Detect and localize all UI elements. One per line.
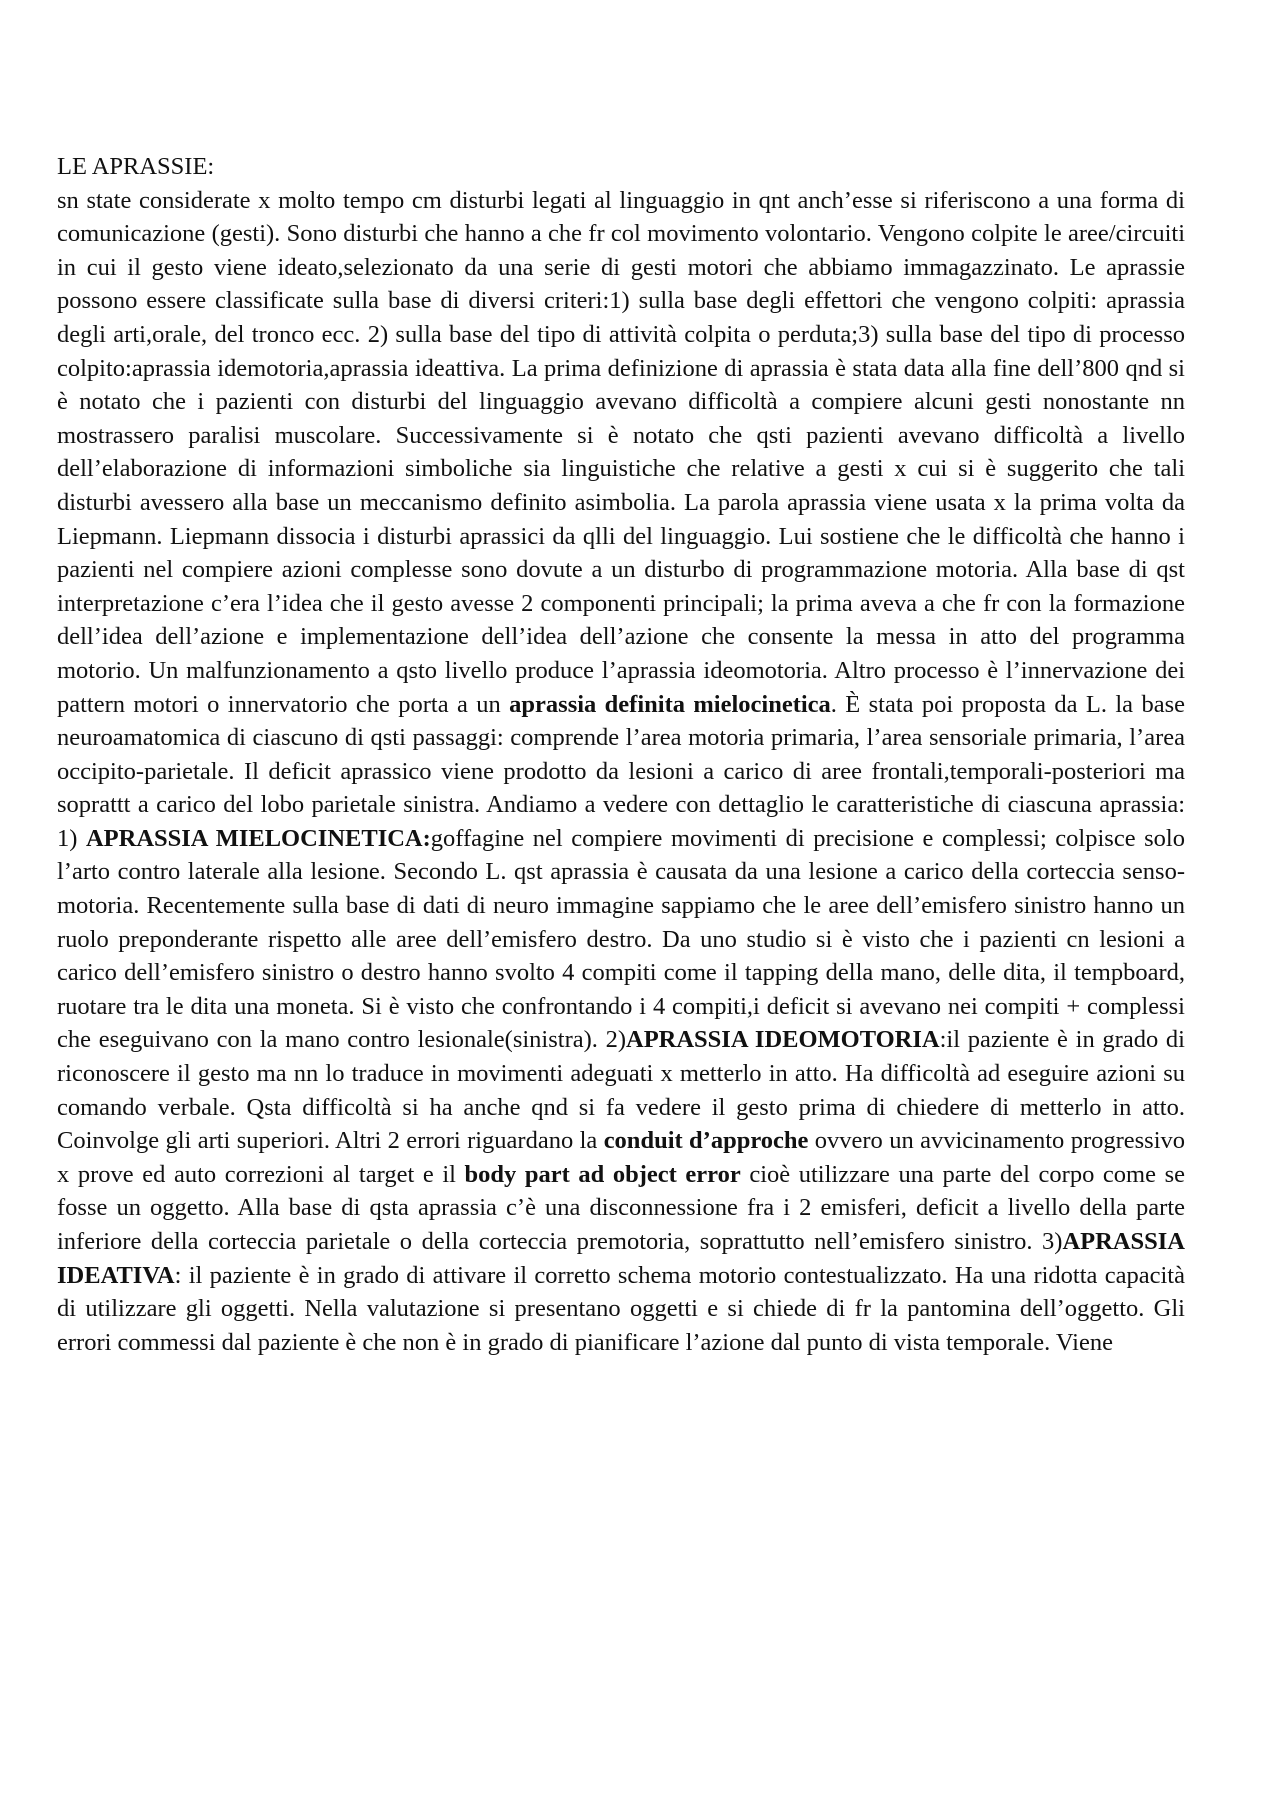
text-segment: ovvero un avvicinamento progressivo x prove ed auto correzioni al target e il [57, 1127, 1186, 1188]
document-page [57, 150, 1185, 1359]
bold-term-body-part-error: body part ad object error [464, 1160, 741, 1188]
text-segment: cioè utilizzare una parte del corpo come se fosse un oggetto. Alla base di qsta aprassia c’è una disconnessione fra i 2 emisferi, deficit a livello della parte inferiore della corteccia parietale o della corteccia premotoria, soprattutto nell’emisfero sinistro. 3) [57, 1160, 1185, 1255]
heading-aprassia-mielocinetica: APRASSIA MIELOCINETICA: [85, 824, 431, 852]
heading-aprassia-ideativa: APRASSIA IDEATIVA [57, 1228, 1185, 1289]
bold-term-conduit-dapproche: conduit d’approche [603, 1127, 809, 1155]
text-segment: goffagine nel compiere movimenti di precisione e complessi; colpisce solo l’arto contro laterale alla lesione. Secondo L. qst aprassia è causata da una lesione a carico della corteccia senso-motoria. Recentemente sulla base di dati di neuro immagine sappiamo che le aree dell’emisfero sinistro hanno un ruolo preponderante rispetto alle aree dell’emisfero destro. Da uno studio si è visto che i pazienti cn lesioni a carico dell’emisfero sinistro o destro hanno svolto 4 compiti come il tapping della mano, delle dita, il tempboard, ruotare tra le dita una moneta. Si è visto che confrontando i 4 compiti,i deficit si avevano nei compiti + complessi che eseguivano con la mano contro lesionale(sinistra). 2) [57, 824, 1185, 1054]
text-segment: . È stata poi proposta da L. la base neuroamatomica di ciascuno di qsti passaggi: comprende l’area motoria primaria, l’area sensoriale primaria, l’area occipito-parietale. Il deficit aprassico viene prodotto da lesioni a carico di aree frontali,temporali-posteriori ma soprattt a carico del lobo parietale sinistra. Andiamo a vedere con dettaglio le caratteristiche di ciascuna aprassia: 1) [57, 690, 1185, 852]
text-segment: sn state considerate x molto tempo cm disturbi legati al linguaggio in qnt anch’esse si riferiscono a una forma di comunicazione (gesti). Sono disturbi che hanno a che fr col movimento volontario. Vengono colpite le aree/circuiti in cui il gesto viene ideato,selezionato da una serie di gesti motori che abbiamo immagazzinato. Le aprassie possono essere classificate sulla base di diversi criteri:1) sulla base degli effettori che vengono colpiti: aprassia degli arti,orale, del tronco ecc. 2) sulla base del tipo di attività colpita o perduta;3) sulla base del tipo di processo colpito:aprassia idemotoria,aprassia ideattiva. La prima definizione di aprassia è stata data alla fine dell’800 qnd si è notato che i pazienti con disturbi del linguaggio avevano difficoltà a compiere alcuni gesti nonostante nn mostrassero paralisi muscolare. Successivamente si è notato che qsti pazienti avevano difficoltà a livello dell’elaborazione di informazioni simboliche sia linguistiche che relative a gesti x cui si è suggerito che tali disturbi avessero alla base un meccanismo definito asimbolia. La parola aprassia viene usata x la prima volta da Liepmann. Liepmann dissocia i disturbi aprassici da qlli del linguaggio. Lui sostiene che le difficoltà che hanno i pazienti nel compiere azioni complesse sono dovute a un disturbo di programmazione motoria. Alla base di qst interpretazione c’era l’idea che il gesto avesse 2 componenti principali; la prima aveva a che fr con la formazione dell’idea dell’azione e implementazione dell’idea dell’azione che consente la messa in atto del programma motorio. Un malfunzionamento a qsto livello produce l’aprassia ideomotoria. Altro processo è l’innervazione dei pattern motori o innervatorio che porta a un [57, 186, 1185, 718]
bold-term-aprassia-mielocinetica: aprassia definita mielocinetica [509, 690, 831, 718]
text-segment: : il paziente è in grado di attivare il corretto schema motorio contestualizzato. Ha una ridotta capacità di utilizzare gli oggetti. Nella valutazione si presentano oggetti e si chiede di fr la pantomina dell’oggetto. Gli errori commessi dal paziente è che non è in grado di pianificare l’azione dal punto di vista temporale. Viene [57, 1261, 1185, 1356]
heading-aprassia-ideomotoria: APRASSIA IDEOMOTORIA [626, 1026, 940, 1054]
document-body [57, 184, 1185, 1360]
document-title: LE APRASSIE: [57, 153, 215, 180]
text-segment: :il paziente è in grado di riconoscere il gesto ma nn lo traduce in movimenti adeguati x metterlo in atto. Ha difficoltà ad eseguire azioni su comando verbale. Qsta difficoltà si ha anche qnd si fa vedere il gesto prima di chiedere di metterlo in atto. Coinvolge gli arti superiori. Altri 2 errori riguardano la [57, 1026, 1185, 1155]
